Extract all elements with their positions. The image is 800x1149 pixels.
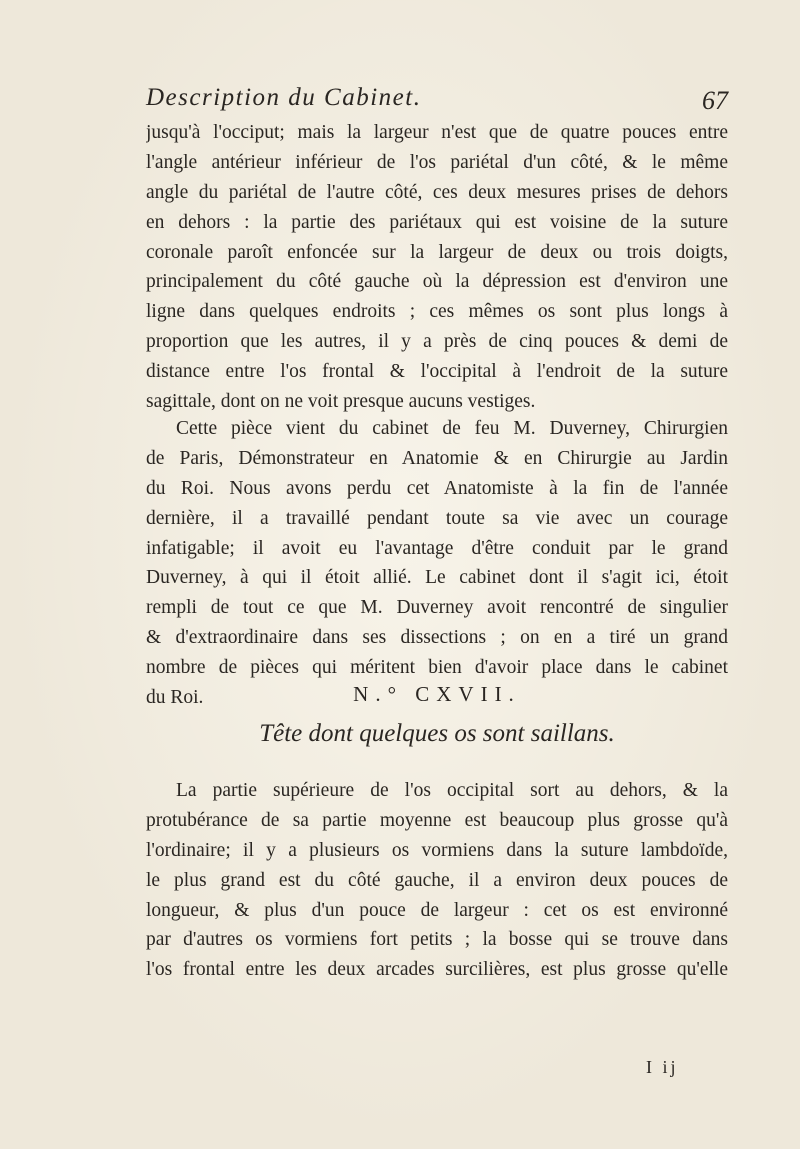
text-line: proportion que les autres, il y a près de cinq pouces & demi de (146, 331, 728, 353)
paragraph-3 (146, 776, 728, 985)
entry-title: Tête dont quelques os sont saillans. (259, 720, 615, 747)
text-line: principalement du côté gauche où la dépression est d'environ une (146, 271, 728, 293)
text-line: du Roi. Nous avons perdu cet Anatomiste à la fin de l'année (146, 477, 728, 499)
text-line: ligne dans quelques endroits ; ces mêmes os sont plus longs à (146, 301, 728, 323)
signature-mark: I ij (646, 1057, 679, 1077)
text-line: l'os frontal entre les deux arcades surcilières, est plus grosse qu'elle (146, 959, 728, 981)
text-line: nombre de pièces qui méritent bien d'avoir place dans le cabinet (146, 657, 728, 679)
text-line: distance entre l'os frontal & l'occipital à l'endroit de la suture (146, 361, 728, 383)
text-line: infatigable; il avoit eu l'avantage d'être conduit par le grand (146, 537, 728, 559)
text-line: La partie supérieure de l'os occipital sort au dehors, & la (176, 780, 728, 801)
text-line: en dehors : la partie des pariétaux qui est voisine de la suture (146, 211, 728, 233)
page-number: 67 (702, 86, 728, 115)
running-title: Description du Cabinet. (146, 84, 422, 111)
paragraph-1 (146, 118, 728, 417)
text-line: de Paris, Démonstrateur en Anatomie & en Chirurgie au Jardin (146, 447, 728, 469)
text-line: protubérance de sa partie moyenne est beaucoup plus grosse qu'à (146, 809, 728, 831)
text-line: coronale paroît enfoncée sur la largeur de deux ou trois doigts, (146, 241, 728, 263)
text-line: Cette pièce vient du cabinet de feu M. Duverney, Chirurgien (176, 418, 728, 439)
text-line: sagittale, dont on ne voit presque aucuns vestiges. (146, 391, 536, 413)
text-line: par d'autres os vormiens fort petits ; la bosse qui se trouve dans (146, 929, 728, 951)
running-head (146, 84, 728, 118)
text-line: Duverney, à qui il étoit allié. Le cabinet dont il s'agit ici, étoit (146, 567, 728, 589)
text-line: du Roi. (146, 687, 204, 709)
text-line: & d'extraordinaire dans ses dissections ; on en a tiré un grand (146, 627, 728, 649)
entry-number: N.° CXVII. (353, 682, 521, 706)
text-line: l'ordinaire; il y a plusieurs os vormiens dans la suture lambdoïde, (146, 839, 728, 861)
text-line: dernière, il a travaillé pendant toute sa vie avec un courage (146, 507, 728, 529)
text-line: jusqu'à l'occiput; mais la largeur n'est que de quatre pouces entre (146, 122, 728, 143)
text-line: l'angle antérieur inférieur de l'os pariétal d'un côté, & le même (146, 151, 728, 173)
text-line: longueur, & plus d'un pouce de largeur : cet os est environné (146, 899, 728, 921)
text-line: angle du pariétal de l'autre côté, ces deux mesures prises de dehors (146, 181, 728, 203)
paragraph-2 (146, 414, 728, 713)
text-line: le plus grand est du côté gauche, il a environ deux pouces de (146, 869, 728, 891)
text-line: rempli de tout ce que M. Duverney avoit rencontré de singulier (146, 597, 728, 619)
